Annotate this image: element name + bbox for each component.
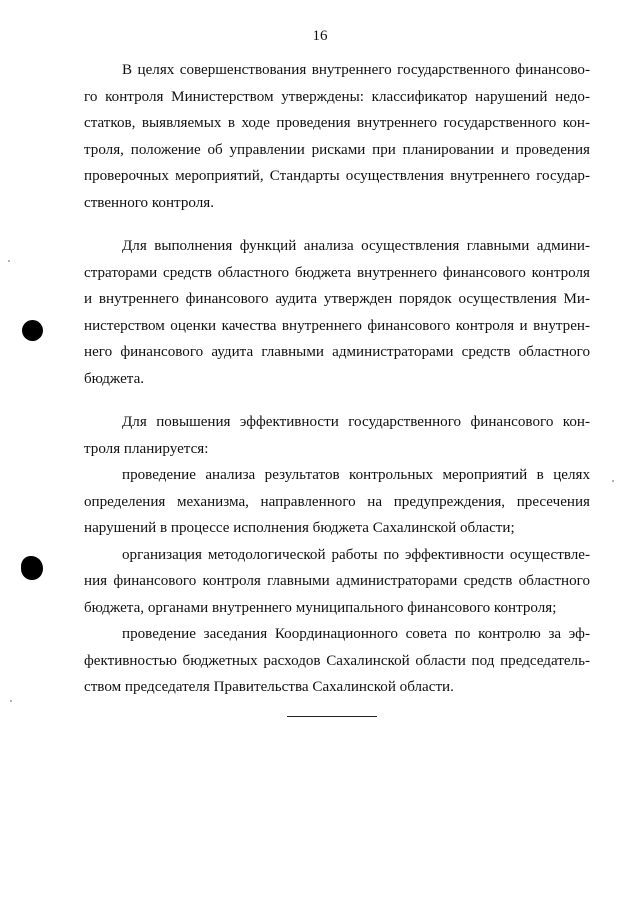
paragraph-line: фективностью бюджетных расходов Сахалинской области под председатель- (84, 652, 590, 669)
list-item-2 (84, 542, 590, 622)
list-item-3 (84, 621, 590, 701)
paragraph-line: бюджета, органами внутреннего муниципального финансового контроля; (84, 599, 557, 616)
paragraph-3 (84, 409, 590, 462)
page-number: 16 (312, 28, 328, 44)
paragraph-line: бюджета. (84, 370, 145, 387)
paragraph-line: проверочных мероприятий, Стандарты осуществления внутреннего государ- (84, 168, 590, 184)
punch-hole-mark (22, 320, 43, 341)
paragraph-line: ственного контроля. (84, 194, 214, 211)
paragraph-line: го контроля Министерством утверждены: классификатор нарушений недо- (84, 88, 590, 105)
paragraph-line: и внутреннего финансового аудита утвержден порядок осуществления Ми- (84, 291, 590, 307)
punch-hole-mark (21, 556, 43, 580)
paragraph-line: Для повышения эффективности государственного финансового кон- (122, 414, 590, 430)
paragraph-1 (84, 57, 590, 216)
paragraph-line: организация методологической работы по эффективности осуществле- (122, 546, 590, 563)
paragraph-line: него финансового аудита главными администраторами средств областного (84, 344, 590, 360)
body-text (84, 40, 590, 701)
paragraph-line: нистерством оценки качества внутреннего финансового контроля и внутрен- (84, 317, 590, 334)
paragraph-line: страторами средств областного бюджета внутреннего финансового контроля (84, 264, 590, 281)
paragraph-line: проведение анализа результатов контрольных мероприятий в целях (122, 467, 590, 483)
scan-speck (612, 480, 614, 482)
scan-speck (8, 260, 10, 262)
end-separator-line (287, 716, 377, 717)
paragraph-line: ством председателя Правительства Сахалинской области. (84, 679, 454, 695)
paragraph-line: статков, выявляемых в ходе проведения внутреннего государственного кон- (84, 115, 590, 131)
paragraph-line: нарушений в процессе исполнения бюджета Сахалинской области; (84, 520, 515, 536)
paragraph-line: Для выполнения функций анализа осуществления главными админи- (122, 238, 590, 254)
paragraph-line: определения механизма, направленного на предупреждения, пресечения (84, 493, 590, 510)
paragraph-line: троля планируется: (84, 440, 209, 457)
list-item-1 (84, 462, 590, 542)
paragraph-line: троля, положение об управлении рисками при планировании и проведения (84, 141, 590, 158)
paragraph-line: проведение заседания Координационного совета по контролю за эф- (122, 626, 590, 642)
scan-speck (10, 700, 12, 702)
paragraph-line: В целях совершенствования внутреннего государственного финансово- (122, 62, 590, 78)
paragraph-line: ния финансового контроля главными администраторами средств областного (84, 573, 590, 589)
paragraph-2 (84, 233, 590, 392)
